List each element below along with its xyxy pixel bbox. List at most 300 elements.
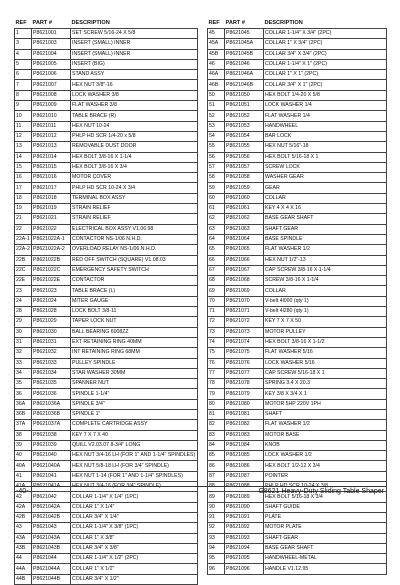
part-number-cell: P8621017 (32, 183, 71, 193)
description-cell: TABLE BRACE (R) (71, 111, 198, 121)
page-number: -40- (16, 488, 29, 495)
table-row (208, 245, 387, 255)
description-cell: PHLP HD SCR 10-24 X 3/8 (264, 482, 387, 492)
ref-cell: 44A (15, 564, 32, 574)
description-cell: KEY 4 X 4 X 16 (264, 204, 387, 214)
ref-cell: 61 (208, 204, 225, 214)
ref-cell: 29 (15, 317, 32, 327)
part-number-cell: P8621056 (225, 152, 264, 162)
table-row (15, 101, 198, 111)
part-number-cell: P8621061 (225, 204, 264, 214)
description-header: DESCRIPTION (71, 20, 110, 26)
table-row (15, 121, 198, 131)
ref-cell: 5 (15, 59, 32, 69)
table-row (15, 111, 198, 121)
description-cell: COLLAR 3/4" X 1/2" (71, 574, 198, 584)
table-row (15, 276, 198, 286)
ref-cell: 55 (208, 142, 225, 152)
description-cell: SET SCREW 5/16-24 X 5/8 (71, 29, 198, 39)
description-cell: SPINDLE 1-1/4" (71, 389, 198, 399)
part-number-cell: P8621041A (32, 482, 71, 492)
description-cell: PHLP HD SCR 1/4-20 x 5/8 (71, 131, 198, 141)
part-number-cell: P8621033 (32, 358, 71, 368)
part-number-cell: P8621045B (225, 49, 264, 59)
table-row (208, 348, 387, 358)
ref-cell: 94 (208, 543, 225, 553)
description-cell: COMPLETE CARTRIDGE ASSY (71, 420, 198, 430)
description-cell: BASE SPINDLE (264, 234, 387, 244)
description-cell: SPINDLE 1" (71, 409, 198, 419)
table-row (208, 430, 387, 440)
description-cell: SCREW 3/8-16 X 1-1/4 (264, 276, 387, 286)
part-number-cell: P8621066 (225, 255, 264, 265)
table-row (208, 70, 387, 80)
ref-cell: 30 (15, 327, 32, 337)
description-cell: HEX NUT 3/4-16 LH (FOR 1" AND 1-1/4" SPINDLES) (71, 451, 198, 461)
part-number-cell: P8621076 (225, 358, 264, 368)
description-cell: COLLAR 3/4" X 1" (2PC) (264, 80, 387, 90)
table-row (15, 255, 198, 265)
description-cell: MOTOR PULLEY (264, 327, 387, 337)
part-number-cell: P8621013 (32, 142, 71, 152)
description-cell: INT RETAINING RING 68MM (71, 348, 198, 358)
table-row (208, 389, 387, 399)
table-row (15, 49, 198, 59)
table-row (208, 420, 387, 430)
ref-cell: 32 (15, 348, 32, 358)
description-cell: LOCK WASHER 3/8 (71, 90, 198, 100)
description-cell: MOTOR COVER (71, 173, 198, 183)
part-number-cell: P8621080 (225, 399, 264, 409)
description-cell: BASE GEAR SHAFT (264, 214, 387, 224)
part-number-cell: P8621074 (225, 337, 264, 347)
part-number-cell: P8621016 (32, 173, 71, 183)
description-cell: SHAFT GEAR (264, 533, 387, 543)
part-number-cell: P8621022A-1 (32, 234, 71, 244)
part-number-cell: P8621054 (225, 131, 264, 141)
table-row (15, 409, 198, 419)
part-number-cell: P8621068 (225, 276, 264, 286)
ref-cell: 7 (15, 80, 32, 90)
ref-cell: 10 (15, 111, 32, 121)
ref-cell: 74 (208, 337, 225, 347)
part-number-cell: P8621069 (225, 286, 264, 296)
part-number-cell: P8621075 (225, 348, 264, 358)
ref-cell: 46B (208, 80, 225, 90)
description-cell: FLAT WASHER 1/4 (264, 111, 387, 121)
description-cell: COLLAR 1" X 1" (2PC) (264, 70, 387, 80)
table-row (15, 379, 198, 389)
part-number-cell: P8621014 (32, 152, 71, 162)
table-row (15, 59, 198, 69)
part-number-cell: P8621087 (225, 471, 264, 481)
ref-cell: 42B (15, 512, 32, 522)
ref-cell: 57 (208, 162, 225, 172)
ref-cell: 78 (208, 379, 225, 389)
table-row (15, 420, 198, 430)
part-number-cell: P8621078 (225, 379, 264, 389)
part-number-cell: P8621089 (225, 492, 264, 502)
description-cell: COLLAR 1-1/4" X 3/4" (2PC) (264, 29, 387, 39)
table-row (15, 368, 198, 378)
manual-title: G8621 Heavy-Duty Sliding Table Shaper (258, 488, 384, 495)
ref-cell: 89 (208, 492, 225, 502)
table-row (208, 193, 387, 203)
ref-cell: 63 (208, 224, 225, 234)
ref-cell: 19 (15, 204, 32, 214)
table-row (208, 265, 387, 275)
table-row (15, 348, 198, 358)
part-number-cell: P8621094 (225, 543, 264, 553)
table-row (208, 286, 387, 296)
part-number-cell: P8621011 (32, 121, 71, 131)
table-row (15, 90, 198, 100)
ref-cell: 16 (15, 173, 32, 183)
ref-cell: 96 (208, 564, 225, 574)
ref-cell: 43B (15, 543, 32, 553)
part-number-cell: P8621063 (225, 224, 264, 234)
table-row (208, 183, 387, 193)
ref-cell: 85 (208, 451, 225, 461)
part-number-cell: P8621050 (225, 90, 264, 100)
part-number-cell: P8621096 (225, 564, 264, 574)
table-row (208, 142, 387, 152)
description-cell: INSERT (BIG) (71, 59, 198, 69)
table-row (208, 471, 387, 481)
ref-cell: 71 (208, 307, 225, 317)
part-number-cell: P8621005 (32, 59, 71, 69)
part-number-cell: P8621091 (225, 512, 264, 522)
part-number-cell: P8621062 (225, 214, 264, 224)
part-number-cell: P8621012 (32, 131, 71, 141)
ref-cell: 69 (208, 286, 225, 296)
ref-cell: 42 (15, 492, 32, 502)
part-number-cell: P8621015 (32, 162, 71, 172)
table-row (15, 286, 198, 296)
part-number-cell: P8621065 (225, 245, 264, 255)
part-number-cell: P8621022A-2 (32, 245, 71, 255)
description-cell: HEX NUT 1/2"-13 (264, 255, 387, 265)
description-cell: HEX NUT 5/8-18 LH (FOR 3/4" SPINDLE) (71, 461, 198, 471)
table-row (15, 152, 198, 162)
part-number-cell: P8621064 (225, 234, 264, 244)
ref-header: REF (208, 20, 220, 26)
part-number-cell: P8621034 (32, 368, 71, 378)
ref-cell: 22A-1 (15, 234, 32, 244)
part-number-cell: P8621043 (32, 523, 71, 533)
ref-cell: 21 (15, 214, 32, 224)
part-number-cell: P8621036B (32, 409, 71, 419)
description-cell: COLLAR 1-1/4" X 3/8" (1PC) (71, 523, 198, 533)
part-number-cell: P8621022E (32, 276, 71, 286)
table-row (208, 358, 387, 368)
description-cell: HANDWHEEL (264, 121, 387, 131)
part-number-cell: P8621077 (225, 368, 264, 378)
part-number-cell: P8621041 (32, 471, 71, 481)
ref-cell: 17 (15, 183, 32, 193)
table-row (15, 80, 198, 90)
table-row (208, 502, 387, 512)
ref-cell: 41 (15, 471, 32, 481)
description-cell: GEAR (264, 183, 387, 193)
part-number-cell: P8621095 (225, 554, 264, 564)
ref-cell: 68 (208, 276, 225, 286)
table-row (208, 39, 387, 49)
ref-cell: 92 (208, 523, 225, 533)
table-row (15, 399, 198, 409)
ref-cell: 40 (15, 451, 32, 461)
ref-header: REF (15, 20, 27, 26)
ref-cell: 82 (208, 420, 225, 430)
table-row (208, 543, 387, 553)
description-cell: QUILL V2.03.07 8-3/4" LONG (71, 440, 198, 450)
ref-cell: 1 (15, 29, 32, 39)
table-row (208, 111, 387, 121)
ref-cell: 6 (15, 70, 32, 80)
part-number-cell: P8621040 (32, 451, 71, 461)
table-row (15, 389, 198, 399)
table-row (208, 327, 387, 337)
ref-cell: 86 (208, 461, 225, 471)
description-cell: TERMINAL BOX ASSY (71, 193, 198, 203)
ref-cell: 67 (208, 265, 225, 275)
description-cell: INSERT (SMALL) INNER (71, 49, 198, 59)
table-row (208, 564, 387, 574)
table-row (208, 337, 387, 347)
table-row (15, 543, 198, 553)
description-cell: V-belt 4l000 (qty 1) (264, 296, 387, 306)
description-cell: BALL BEARING 6008ZZ (71, 327, 198, 337)
table-row (15, 131, 198, 141)
ref-cell: 50 (208, 90, 225, 100)
part-number-cell: P8621019 (32, 204, 71, 214)
description-cell: SHAFT GEAR (264, 224, 387, 234)
description-cell: COLLAR 3/4" X 1/4" (71, 512, 198, 522)
table-row (15, 265, 198, 275)
ref-cell: 45A (208, 39, 225, 49)
description-cell: LOCK WASHER 1/4 (264, 101, 387, 111)
table-row (15, 39, 198, 49)
part-number-cell: P8621022B (32, 255, 71, 265)
description-cell: HANDLE V1.12.95 (264, 564, 387, 574)
description-cell: EMERGENCY SAFETY SWITCH (71, 265, 198, 275)
ref-cell: 66 (208, 255, 225, 265)
ref-cell: 65 (208, 245, 225, 255)
part-number-cell: P8621042B (32, 512, 71, 522)
description-cell: COLLAR 1" X 1/2" (71, 564, 198, 574)
table-row (208, 90, 387, 100)
ref-cell: 36 (15, 389, 32, 399)
table-row (208, 554, 387, 564)
ref-cell: 13 (15, 142, 32, 152)
description-cell: CONTACTOR (71, 276, 198, 286)
table-row (15, 461, 198, 471)
table-row (15, 502, 198, 512)
ref-cell: 44 (15, 554, 32, 564)
part-number-cell: P8621018 (32, 193, 71, 203)
part-number-cell: P8621003 (32, 39, 71, 49)
ref-cell: 95 (208, 554, 225, 564)
part-number-cell: P8621024 (32, 296, 71, 306)
description-cell: KEY 3/8 X 3/4 X 1 (264, 389, 387, 399)
table-row (208, 451, 387, 461)
description-cell: BASE GEAR SHAFT (264, 543, 387, 553)
part-number-cell: P8621038 (32, 430, 71, 440)
description-cell: STAND ASSY (71, 70, 198, 80)
table-row (15, 317, 198, 327)
table-row (208, 214, 387, 224)
description-cell: PLATE (264, 512, 387, 522)
ref-cell: 51 (208, 101, 225, 111)
ref-cell: 42A (15, 502, 32, 512)
table-row (15, 451, 198, 461)
part-header: PART # (32, 20, 52, 26)
description-cell: LOCK WASHER 5/16 (264, 358, 387, 368)
description-cell: SPANNER NUT (71, 379, 198, 389)
part-number-cell: P8621042A (32, 502, 71, 512)
table-row (15, 296, 198, 306)
description-cell: MITER GAUGE (71, 296, 198, 306)
description-cell: INSERT (SMALL) INNER (71, 39, 198, 49)
part-number-cell: P8621007 (32, 80, 71, 90)
description-cell: HEX BOLT 1/2-12 X 3/4 (264, 461, 387, 471)
part-number-cell: P8621084 (225, 440, 264, 450)
part-number-cell: P8621070 (225, 296, 264, 306)
ref-cell: 4 (15, 49, 32, 59)
description-cell: COLLAR 1" X 3/8" (71, 533, 198, 543)
table-row (15, 193, 198, 203)
description-cell: HEX BOLT 1/4-20 X 5/8 (264, 90, 387, 100)
ref-cell: 72 (208, 317, 225, 327)
description-cell: COLLAR 1-1/4" X 1" (2PC) (264, 59, 387, 69)
ref-cell: 56 (208, 152, 225, 162)
table-row (208, 512, 387, 522)
table-row (15, 574, 198, 584)
table-row (208, 101, 387, 111)
ref-cell: 70 (208, 296, 225, 306)
table-row (208, 399, 387, 409)
table-row (15, 204, 198, 214)
table-row (208, 523, 387, 533)
part-number-cell: P8621032 (32, 348, 71, 358)
table-header (208, 19, 387, 29)
description-cell: OVERLOAD RELAY NS-1/06 N.H.D. (71, 245, 198, 255)
description-cell: KEY 7 X 7 X 40 (71, 430, 198, 440)
description-cell: HEX BOLT 3/8-16 X 3/4 (71, 162, 198, 172)
description-cell: STRAIN RELIEF (71, 204, 198, 214)
ref-cell: 60 (208, 193, 225, 203)
part-number-cell: P8621010 (32, 111, 71, 121)
ref-cell: 36B (15, 409, 32, 419)
table-row (15, 327, 198, 337)
table-row (208, 224, 387, 234)
part-number-cell: P8621058 (225, 173, 264, 183)
description-cell: MOTOR BASE (264, 430, 387, 440)
part-number-cell: P8621072 (225, 317, 264, 327)
ref-cell: 76 (208, 358, 225, 368)
table-row (208, 49, 387, 59)
ref-cell: 43 (15, 523, 32, 533)
part-number-cell: P8621079 (225, 389, 264, 399)
table-row (208, 296, 387, 306)
description-cell: HEX NUT 3/8"-16 (71, 80, 198, 90)
table-row (208, 440, 387, 450)
part-number-cell: P8621046 (225, 59, 264, 69)
part-number-cell: P8621028 (32, 307, 71, 317)
part-number-cell: P8621006 (32, 70, 71, 80)
ref-cell: 90 (208, 502, 225, 512)
part-number-cell: P8621039 (32, 440, 71, 450)
table-row (208, 162, 387, 172)
ref-cell: 39 (15, 440, 32, 450)
ref-cell: 28 (15, 307, 32, 317)
description-cell: SPRING 3.4 X 20.3 (264, 379, 387, 389)
description-cell: FLAT WASHER 1/2 (264, 245, 387, 255)
table-row (15, 234, 198, 244)
part-number-cell: P8621044B (32, 574, 71, 584)
table-row (15, 142, 198, 152)
ref-cell: 9 (15, 101, 32, 111)
table-row (208, 409, 387, 419)
part-number-cell: P8621044A (32, 564, 71, 574)
table-row (208, 173, 387, 183)
description-cell: FLAT WASHER 1/2 (264, 420, 387, 430)
description-cell: HEX BOLT 3/8-16 X 1-1/4 (71, 152, 198, 162)
ref-cell: 3 (15, 39, 32, 49)
ref-cell: 12 (15, 131, 32, 141)
ref-cell: 81 (208, 409, 225, 419)
description-cell: SPINDLE 3/4" (71, 399, 198, 409)
description-cell: STAR WASHER 30MM (71, 368, 198, 378)
ref-cell: 88 (208, 482, 225, 492)
ref-cell: 37A (15, 420, 32, 430)
ref-cell: 22B (15, 255, 32, 265)
ref-cell: 80 (208, 399, 225, 409)
table-row (208, 131, 387, 141)
ref-cell: 43A (15, 533, 32, 543)
description-cell: BAR LOCK (264, 131, 387, 141)
parts-list-left (15, 29, 198, 585)
table-row (15, 533, 198, 543)
description-cell: COLLAR 3/4" X 3/8" (71, 543, 198, 553)
table-row (15, 245, 198, 255)
part-header: PART # (225, 20, 245, 26)
table-row (208, 29, 387, 39)
ref-cell: 34 (15, 368, 32, 378)
ref-cell: 84 (208, 440, 225, 450)
ref-cell: 40A (15, 461, 32, 471)
description-cell: COLLAR 3/4" X 3/4" (2PC) (264, 49, 387, 59)
ref-cell: 53 (208, 121, 225, 131)
part-number-cell: P8621043B (32, 543, 71, 553)
table-row (15, 358, 198, 368)
description-cell: HEX NUT 1-14 (FOR 1" AND 1-1/4" SPINDLES) (71, 471, 198, 481)
part-number-cell: P8621023 (32, 286, 71, 296)
part-number-cell: P8621045 (225, 29, 264, 39)
description-cell: SHAFT GUIDE (264, 502, 387, 512)
description-cell: CONTACTOR NS-1/06 N.H.D. (71, 234, 198, 244)
description-cell: CAP SCREW 5/16-18 X 1 (264, 368, 387, 378)
description-cell: MOTOR 5HP 220V 1PH (264, 399, 387, 409)
part-number-cell: P8621046A (225, 70, 264, 80)
ref-cell: 59 (208, 183, 225, 193)
ref-cell: 93 (208, 533, 225, 543)
part-number-cell: P8621036A (32, 399, 71, 409)
description-cell: COLLAR (264, 193, 387, 203)
description-cell: HEX BOLT 5/16-18 X 3/4 (264, 492, 387, 502)
table-row (15, 512, 198, 522)
ref-cell: 83 (208, 430, 225, 440)
